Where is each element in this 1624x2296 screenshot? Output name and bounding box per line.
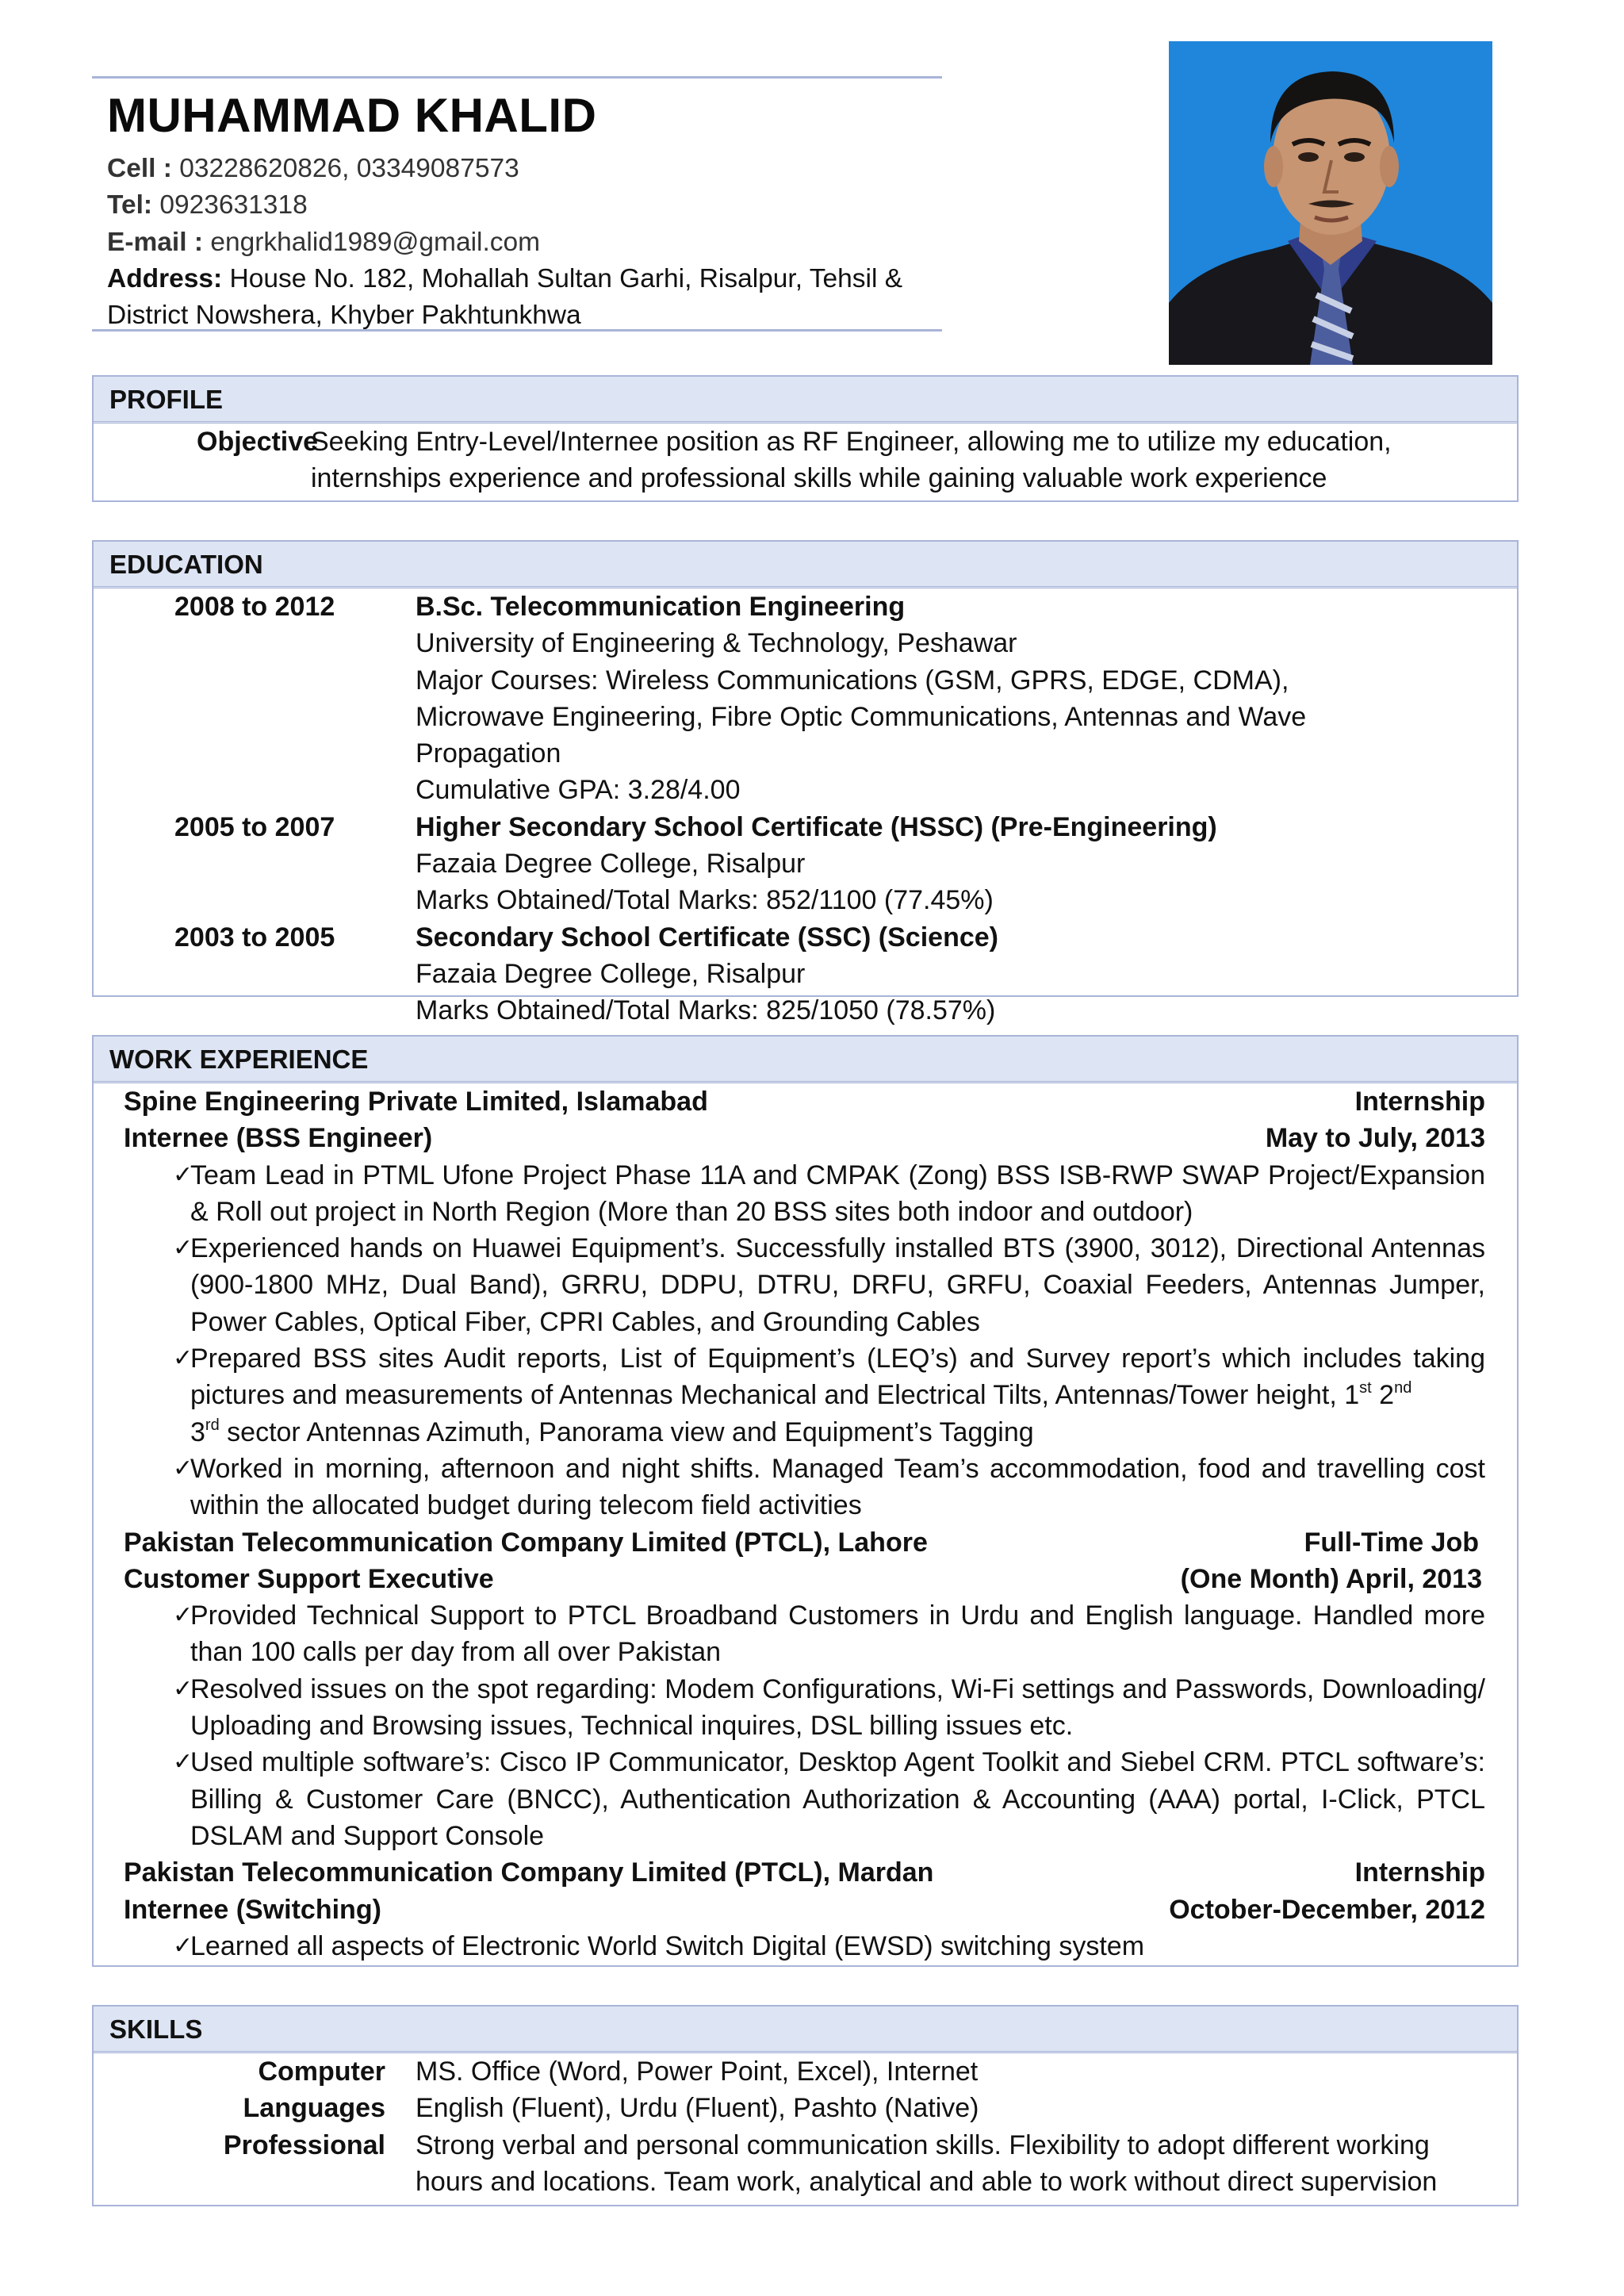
- education-body: [94, 588, 1517, 1029]
- education-details: [416, 588, 1517, 809]
- education-degree: Secondary School Certificate (SSC) (Science): [416, 922, 998, 953]
- portrait-illustration: [1169, 41, 1492, 365]
- skill-row: [94, 2127, 1517, 2201]
- education-entry: [94, 919, 1517, 1029]
- check-icon: ✓: [173, 1675, 193, 1702]
- work-heading: WORK EXPERIENCE: [94, 1037, 1517, 1083]
- contact-header: [107, 82, 948, 334]
- skill-label: Computer: [258, 2056, 385, 2087]
- education-years: 2008 to 2012: [174, 592, 335, 622]
- bullet-text: sector Antennas Azimuth, Panorama view and Equipment’s Tagging: [219, 1416, 1034, 1447]
- check-icon: ✓: [173, 1932, 193, 1959]
- education-entry: [94, 588, 1517, 809]
- skill-text: Strong verbal and personal communication skills. Flexibility to adopt different working hours and locations. Team work, analytical and able to work without direct supervision: [416, 2129, 1438, 2197]
- education-detail-line: Cumulative GPA: 3.28/4.00: [416, 775, 741, 806]
- job-period: October-December, 2012: [1169, 1894, 1485, 1925]
- skill-row: [94, 2053, 1517, 2090]
- bullet-item: [94, 1744, 1517, 1854]
- skill-text: English (Fluent), Urdu (Fluent), Pashto (Native): [416, 2093, 979, 2124]
- bullet-text: 2: [1371, 1380, 1395, 1411]
- bullet-text: Resolved issues on the spot regarding: Modem Configurations, Wi-Fi settings and Passwords, Downloading/ Uploading and Browsing issues, Technical inquires, DSL billing issues etc.: [190, 1673, 1485, 1742]
- bullet-item: [94, 1597, 1517, 1671]
- education-degree: B.Sc. Telecommunication Engineering: [416, 592, 906, 622]
- education-details: [416, 919, 1517, 1029]
- email-line: [107, 224, 948, 261]
- job-type: Full-Time Job: [1304, 1527, 1479, 1558]
- skill-row: [94, 2090, 1517, 2126]
- skill-text: MS. Office (Word, Power Point, Excel), Internet: [416, 2056, 979, 2087]
- cell-line: [107, 151, 948, 187]
- job-role-line: [124, 1892, 1485, 1928]
- job-role: Customer Support Executive: [124, 1563, 494, 1594]
- header-top-rule: [92, 76, 942, 79]
- profile-heading: PROFILE: [94, 377, 1517, 424]
- work-experience-section: [92, 1035, 1519, 1967]
- education-detail-line: Fazaia Degree College, Risalpur: [416, 958, 806, 989]
- job-company-line: [124, 1083, 1485, 1120]
- superscript: rd: [205, 1416, 220, 1434]
- address-label: Address:: [107, 263, 223, 293]
- bullet-item: [94, 1928, 1517, 1964]
- bullet-text: Used multiple software’s: Cisco IP Communicator, Desktop Agent Toolkit and Siebel CRM. PTCL software’s: Billing & Customer Care (BNCC), Authentication Authorization & Accounting (AAA) portal, I-Click, PTCL DSLAM and Support Console: [190, 1747, 1485, 1851]
- work-body: [94, 1083, 1517, 1964]
- job-company: Pakistan Telecommunication Company Limited (PTCL), Mardan: [124, 1857, 934, 1888]
- education-years: 2005 to 2007: [174, 811, 335, 842]
- job-company-line: [124, 1854, 1485, 1891]
- bullet-text: 3: [190, 1416, 205, 1447]
- check-icon: ✓: [173, 1235, 193, 1262]
- bullet-item: [94, 1340, 1517, 1451]
- profile-photo: [1169, 41, 1492, 365]
- job-role-line: [124, 1120, 1485, 1156]
- bullet-text: Team Lead in PTML Ufone Project Phase 11A and CMPAK (Zong) BSS ISB-RWP SWAP Project/Expansion & Roll out project in North Region (More than 20 BSS sites both indoor and outdoor): [190, 1159, 1485, 1227]
- address-line-2: District Nowshera, Khyber Pakhtunkhwa: [107, 301, 581, 331]
- tel-line: [107, 187, 948, 224]
- bullet-text: Provided Technical Support to PTCL Broadband Customers in Urdu and English language. Handled more than 100 calls per day from all over Pakistan: [190, 1600, 1485, 1668]
- check-icon: ✓: [173, 1455, 193, 1481]
- header-bottom-rule: [92, 329, 942, 332]
- job-type: Internship: [1354, 1857, 1485, 1888]
- education-detail-line: Marks Obtained/Total Marks: 825/1050 (78.57%): [416, 995, 996, 1026]
- check-icon: ✓: [173, 1749, 193, 1776]
- superscript: nd: [1394, 1379, 1412, 1397]
- education-detail-line: Fazaia Degree College, Risalpur: [416, 849, 806, 880]
- bullet-text: Experienced hands on Huawei Equipment’s. Successfully installed BTS (3900, 3012), Directional Antennas (900-1800 MHz, Dual Band), GRRU, DDPU, DTRU, DRFU, GRFU, Coaxial Feeders, Antennas Jumper, Power Cables, Optical Fiber, CPRI Cables, and Grounding Cables: [190, 1233, 1485, 1337]
- bullet-item: [94, 1157, 1517, 1231]
- tel-label: Tel:: [107, 190, 153, 220]
- profile-section: [92, 375, 1519, 502]
- objective-label: Objective: [197, 427, 319, 457]
- check-icon: ✓: [173, 1602, 193, 1629]
- check-icon: ✓: [173, 1161, 193, 1188]
- bullet-item: [94, 1671, 1517, 1745]
- education-section: [92, 540, 1519, 1026]
- candidate-name: MUHAMMAD KHALID: [107, 89, 597, 142]
- address-value-1: House No. 182, Mohallah Sultan Garhi, Risalpur, Tehsil &: [229, 263, 903, 293]
- objective-text: Seeking Entry-Level/Internee position as RF Engineer, allowing me to utilize my education, internships experience and professional skills while gaining valuable work experience: [311, 427, 1392, 494]
- job-role: Internee (BSS Engineer): [124, 1123, 433, 1154]
- education-detail-line: Marks Obtained/Total Marks: 852/1100 (77.45%): [416, 885, 994, 916]
- education-years: 2003 to 2005: [174, 922, 335, 953]
- job-bullets: [94, 1597, 1517, 1854]
- job-role: Internee (Switching): [124, 1894, 381, 1925]
- education-detail-line: University of Engineering & Technology, Peshawar: [416, 628, 1017, 659]
- job-company: Pakistan Telecommunication Company Limited (PTCL), Lahore: [124, 1527, 928, 1558]
- skill-label: Languages: [243, 2093, 385, 2124]
- skills-section: [92, 2005, 1519, 2206]
- objective-row: [94, 424, 1517, 497]
- bullet-text: Learned all aspects of Electronic World Switch Digital (EWSD) switching system: [190, 1930, 1145, 1961]
- skills-body: [94, 2053, 1517, 2200]
- job-period: (One Month) April, 2013: [1180, 1563, 1482, 1594]
- bullet-item: [94, 1451, 1517, 1524]
- education-details: [416, 809, 1517, 919]
- address-line: [107, 261, 948, 297]
- job-bullets: [94, 1928, 1517, 1964]
- cell-label: Cell :: [107, 154, 172, 183]
- job-period: May to July, 2013: [1265, 1123, 1485, 1154]
- tel-value: 0923631318: [159, 190, 308, 220]
- superscript: st: [1359, 1379, 1372, 1397]
- education-degree: Higher Secondary School Certificate (HSSC) (Pre-Engineering): [416, 811, 1217, 842]
- profile-body: [94, 424, 1517, 497]
- job-company-line: [124, 1524, 1485, 1561]
- skills-heading: SKILLS: [94, 2007, 1517, 2053]
- bullet-item: [94, 1230, 1517, 1340]
- education-detail-line: Major Courses: Wireless Communications (GSM, GPRS, EDGE, CDMA), Microwave Engineering, Fibre Optic Communications, Antennas and Wave Propagation: [416, 665, 1307, 769]
- email-value: engrkhalid1989@gmail.com: [210, 227, 541, 257]
- education-heading: EDUCATION: [94, 542, 1517, 588]
- bullet-text: Worked in morning, afternoon and night shifts. Managed Team’s accommodation, food and travelling cost within the allocated budget during telecom field activities: [190, 1453, 1485, 1521]
- job-company: Spine Engineering Private Limited, Islamabad: [124, 1087, 708, 1117]
- cell-value: 03228620826, 03349087573: [179, 154, 519, 183]
- skill-label: Professional: [223, 2129, 385, 2160]
- job-bullets: [94, 1157, 1517, 1524]
- email-label: E-mail :: [107, 227, 203, 257]
- check-icon: ✓: [173, 1345, 193, 1372]
- job-type: Internship: [1354, 1087, 1485, 1117]
- job-role-line: [124, 1561, 1485, 1597]
- bullet-text: Prepared BSS sites Audit reports, List of Equipment’s (LEQ’s) and Survey report’s which includes taking pictures and measurements of Antennas Mechanical and Electrical Tilts, Antennas/Tower height, 1: [190, 1343, 1485, 1411]
- education-entry: [94, 809, 1517, 919]
